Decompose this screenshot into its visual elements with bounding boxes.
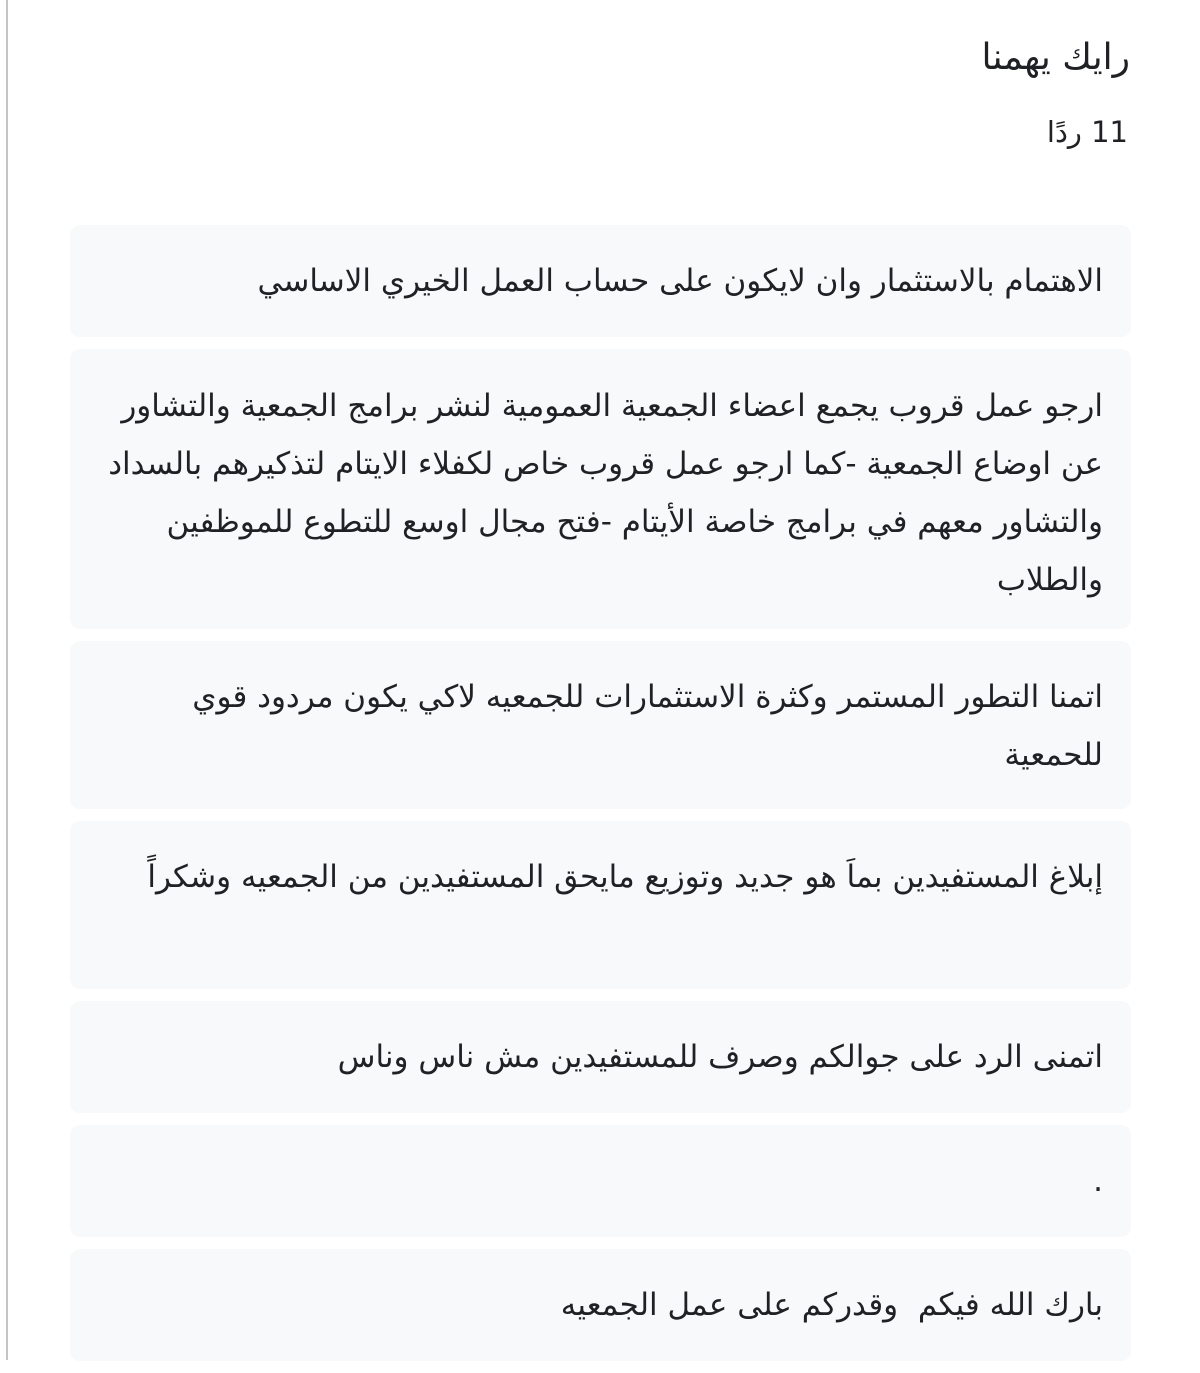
response-item: ارجو عمل قروب يجمع اعضاء الجمعية العمومية لنشر برامج الجمعية والتشاور عن اوضاع الجمعية -كما ارجو عمل قروب خاص لكفلاء الايتام لتذكيرهم بالسداد والتشاور معهم في برامج خاصة الأيتام -فتح مجال اوسع للتطوع للموظفين والطلاب [70, 349, 1131, 629]
response-item: بارك الله فيكم وقدركم على عمل الجمعيه [70, 1249, 1131, 1361]
response-count: 11 ردًا [1046, 115, 1128, 149]
response-item: . [70, 1125, 1131, 1237]
response-item: اتمنا التطور المستمر وكثرة الاستثمارات للجمعيه لاكي يكون مردود قوي للحمعية [70, 641, 1131, 809]
response-list [70, 225, 1131, 1373]
response-item: الاهتمام بالاستثمار وان لايكون على حساب العمل الخيري الاساسي [70, 225, 1131, 337]
question-title: رايك يهمنا [981, 37, 1130, 78]
response-item: إبلاغ المستفيدين بماَ هو جديد وتوزيع مايحق المستفيدين من الجمعيه وشكراً [70, 821, 1131, 989]
response-item: اتمنى الرد على جوالكم وصرف للمستفيدين مش ناس وناس [70, 1001, 1131, 1113]
left-border [0, 0, 8, 1360]
